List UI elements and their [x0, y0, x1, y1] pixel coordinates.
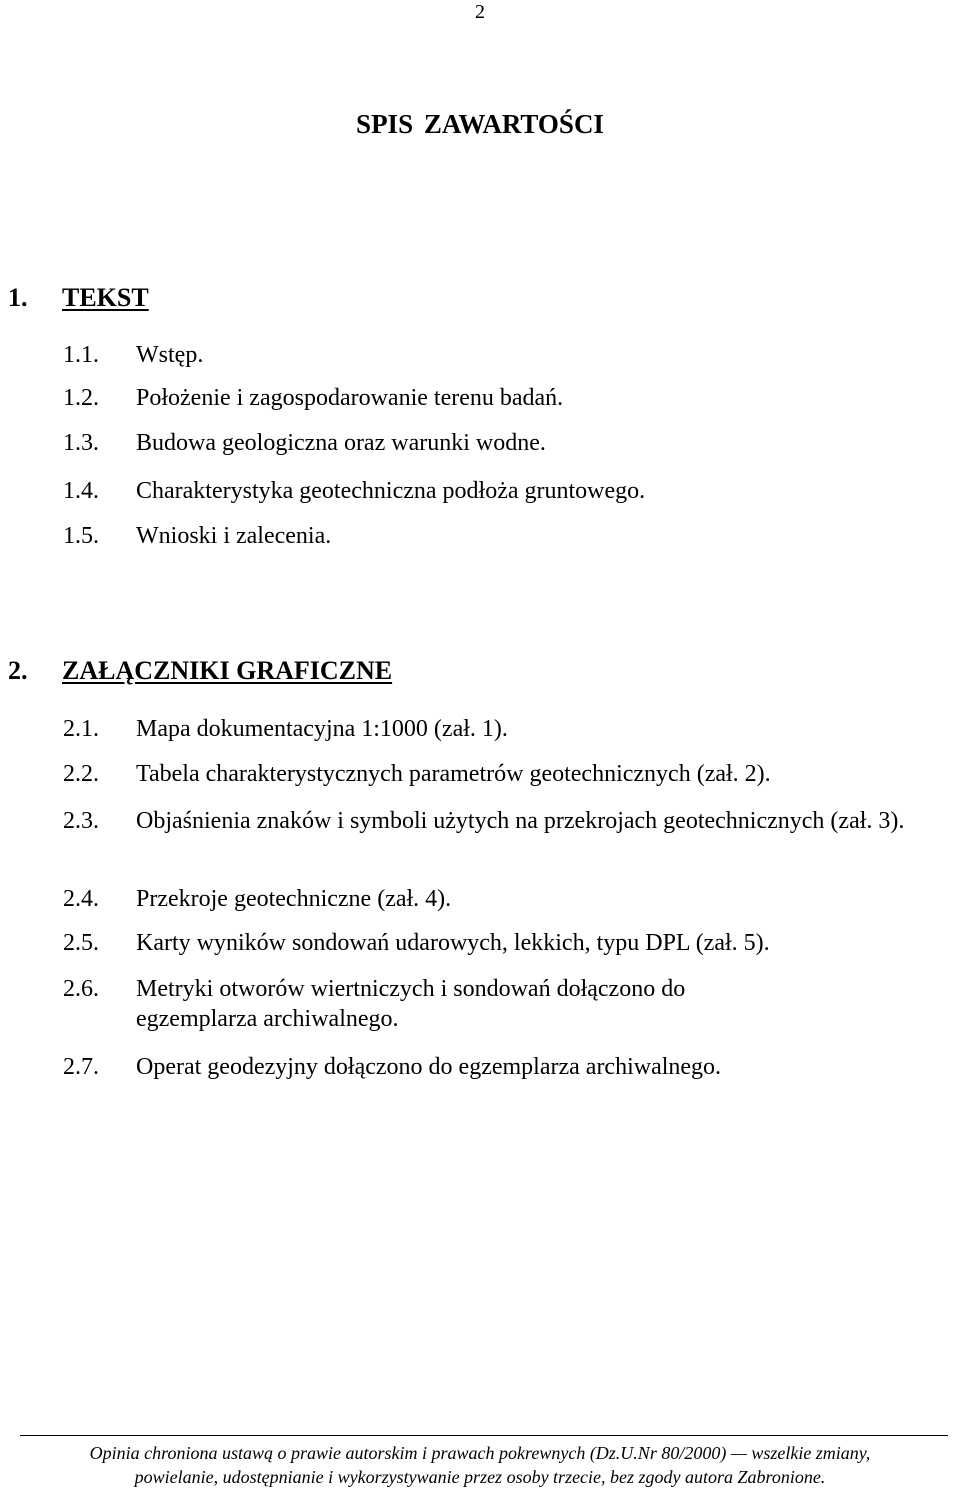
toc-item	[63, 1052, 955, 1082]
section-number: 1.	[8, 283, 28, 312]
toc-item-text: Tabela charakterystycznych parametrów geotechnicznych (zał. 2).	[136, 761, 771, 787]
toc-item-number: 2.4.	[63, 886, 99, 912]
toc-item	[63, 714, 955, 744]
toc-item-number: 2.3.	[63, 808, 99, 834]
toc-item-number: 2.2.	[63, 761, 99, 787]
toc-item	[63, 340, 955, 370]
toc-item-text: Budowa geologiczna oraz warunki wodne.	[136, 430, 546, 456]
toc-item-text: Położenie i zagospodarowanie terenu badań.	[136, 385, 564, 411]
toc-item	[63, 476, 955, 506]
section-label: TEKST	[62, 283, 149, 312]
toc-item-text: Charakterystyka geotechniczna podłoża gruntowego.	[136, 478, 646, 504]
page-number: 2	[475, 1, 485, 23]
section-label: ZAŁĄCZNIKI GRAFICZNE	[62, 656, 393, 685]
toc-item-number: 1.4.	[63, 478, 99, 504]
footer-divider	[20, 1435, 948, 1436]
toc-item-number: 1.5.	[63, 523, 99, 549]
page-title: SPIS ZAWARTOŚCI	[356, 109, 604, 139]
toc-item-number: 1.3.	[63, 430, 99, 456]
toc-item	[63, 806, 955, 836]
toc-item-text: Przekroje geotechniczne (zał. 4).	[136, 886, 452, 912]
footer-copyright-line-2: powielanie, udostępnianie i wykorzystywanie przez osoby trzecie, bez zgody autora Zabronione.	[134, 1467, 826, 1487]
toc-item	[63, 383, 955, 413]
toc-item	[63, 928, 955, 958]
toc-item-text: Wnioski i zalecenia.	[136, 523, 332, 549]
footer-copyright-line-1: Opinia chroniona ustawą o prawie autorskim i prawach pokrewnych (Dz.U.Nr 80/2000) — wszelkie zmiany,	[89, 1443, 871, 1463]
toc-item-text: Objaśnienia znaków i symboli użytych na przekrojach geotechnicznych (zał. 3).	[136, 808, 905, 834]
toc-item-text: Wstęp.	[136, 342, 204, 368]
toc-item-text: Mapa dokumentacyjna 1:1000 (zał. 1).	[136, 716, 508, 742]
toc-item-number: 2.7.	[63, 1054, 99, 1080]
toc-item	[63, 428, 955, 458]
section-number: 2.	[8, 656, 28, 685]
toc-item-number: 1.2.	[63, 385, 99, 411]
toc-item-number: 2.6.	[63, 976, 99, 1002]
toc-item	[63, 974, 955, 1034]
section-heading-graphics	[8, 655, 392, 687]
toc-item-number: 2.1.	[63, 716, 99, 742]
toc-item-number: 1.1.	[63, 342, 99, 368]
toc-item-number: 2.5.	[63, 930, 99, 956]
toc-item	[63, 521, 955, 551]
section-heading-text	[8, 282, 149, 314]
toc-item	[63, 884, 955, 914]
toc-item-text: Metryki otworów wiertniczych i sondowań dołączono do egzemplarza archiwalnego.	[136, 976, 686, 1032]
toc-item	[63, 759, 955, 789]
toc-item-text: Operat geodezyjny dołączono do egzemplarza archiwalnego.	[136, 1054, 722, 1080]
toc-item-text: Karty wyników sondowań udarowych, lekkich, typu DPL (zał. 5).	[136, 930, 770, 956]
